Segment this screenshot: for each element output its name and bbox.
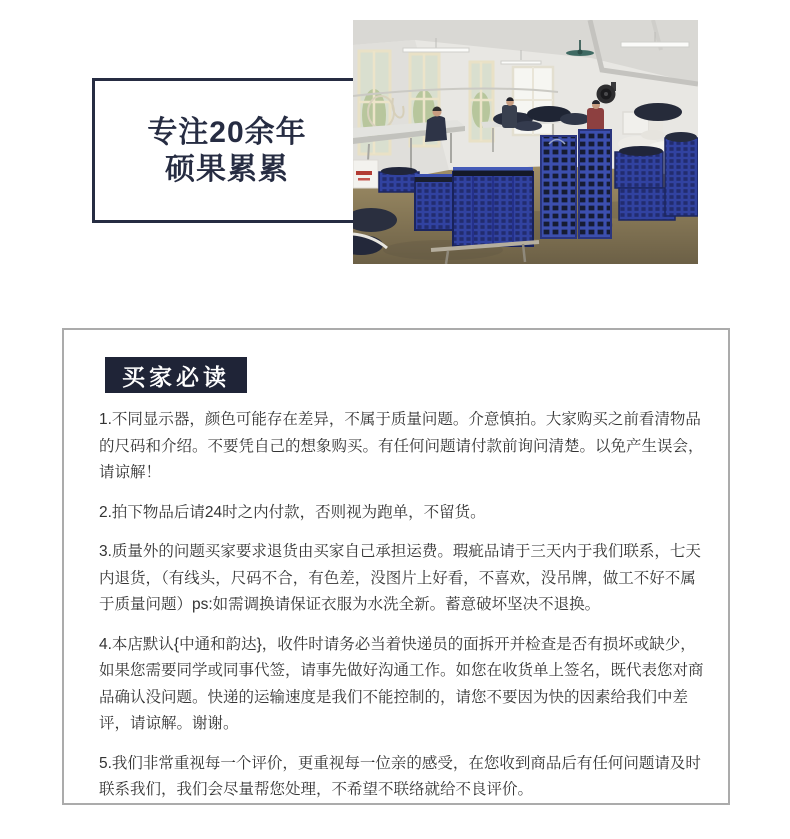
- notice-paragraph-4: 4.本店默认{中通和韵达}，收件时请务必当着快递员的面拆开并检查是否有损坏或缺少，如果您需要同学或同事代签，请事先做好沟通工作。如您在收货单上签名，既代表您对商品确认没问题。快递的运输速度是我们不能控制的，请您不要因为快的因素给我们中差评，请谅解。谢谢。: [99, 635, 704, 732]
- notice-paragraph-3: 3.质量外的问题买家要求退货由买家自己承担运费。瑕疵品请于三天内于我们联系，七天内退货，（有线头，尺码不合，有色差，没图片上好看，不喜欢，没吊牌，做工不好不属于质量问题）ps:如需调换请保证衣服为水洗全新。蓄意破坏坚决不退换。: [99, 543, 701, 613]
- buyer-notice-section: [62, 328, 730, 805]
- notice-paragraph-2: 2.拍下物品后请24时之内付款，否则视为跑单，不留货。: [99, 503, 486, 521]
- hero-title-line2: 硕果累累: [165, 152, 289, 186]
- buyer-notice-header: 买家必读: [105, 357, 247, 393]
- buyer-notice-body: [99, 407, 707, 817]
- factory-photo: [353, 20, 698, 264]
- hero-title-box: [92, 78, 362, 223]
- notice-paragraph-1: 1.不同显示器，颜色可能存在差异，不属于质量问题。介意慎拍。大家购买之前看清物品的尺码和介绍。不要凭自己的想象购买。有任何问题请付款前询问清楚。以免产生误会，请谅解！: [99, 411, 704, 481]
- notice-paragraph-5: 5.我们非常重视每一个评价，更重视每一位亲的感受，在您收到商品后有任何问题请及时联系我们，我们会尽量帮您处理，不希望不联络就给不良评价。: [99, 754, 701, 798]
- factory-photo-illustration: [353, 20, 698, 264]
- hero-title-line1: 专注20余年: [147, 115, 307, 149]
